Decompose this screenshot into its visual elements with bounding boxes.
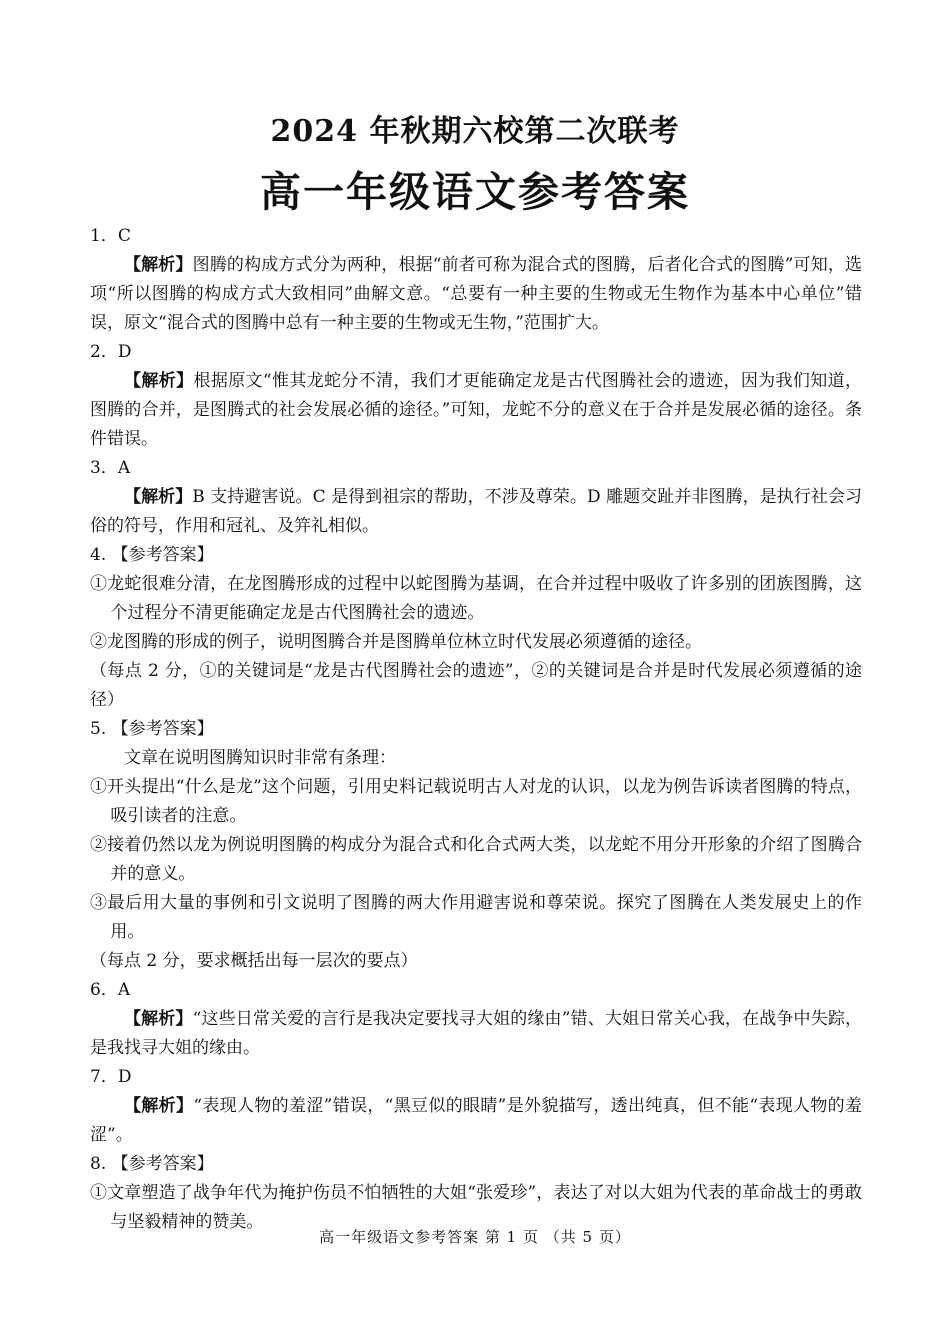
answer-content [90, 222, 862, 1237]
question-8-point-1: ①文章塑造了战争年代为掩护伤员不怕牺牲的大姐“张爱珍”，表达了对以大姐为代表的革命战士的勇敢与坚毅精神的赞美。 [90, 1183, 862, 1232]
analysis-text: 根据原文“惟其龙蛇分不清，我们才更能确定龙是古代图腾社会的遗迹，因为我们知道，图腾的合并，是图腾式的社会发展必循的途径。”可知，龙蛇不分的意义在于合并是发展必循的途径。条件错误。 [90, 371, 862, 449]
question-4-label: 4. 【参考答案】 [90, 545, 214, 565]
analysis-tag: 【解析】 [124, 1096, 194, 1116]
question-7-answer: 7．D [90, 1067, 132, 1087]
page-footer: 高一年级语文参考答案 第 1 页 （共 5 页） [319, 1228, 631, 1246]
question-7-analysis [90, 1092, 862, 1150]
analysis-tag: 【解析】 [124, 255, 193, 275]
question-5-point-2: ②接着仍然以龙为例说明图腾的构成分为混合式和化合式两大类，以龙蛇不用分开形象的介绍了图腾合并的意义。 [90, 835, 862, 884]
question-6-answer: 6．A [90, 980, 131, 1000]
analysis-tag: 【解析】 [124, 371, 194, 391]
question-8-label: 8. 【参考答案】 [90, 1154, 214, 1174]
analysis-text: B 支持避害说。C 是得到祖宗的帮助，不涉及尊荣。D 雕题交趾并非图腾，是执行社会习俗的符号，作用和冠礼、及笄礼相似。 [90, 487, 863, 536]
question-4-point-2: ②龙图腾的形成的例子，说明图腾合并是图腾单位林立时代发展必须遵循的途径。 [90, 632, 702, 652]
question-4-point-1: ①龙蛇很难分清，在龙图腾形成的过程中以蛇图腾为基调，在合并过程中吸收了许多别的团族图腾，这个过程分不清更能确定龙是古代图腾社会的遗迹。 [90, 574, 862, 623]
question-5-point-1: ①开头提出“什么是龙”这个问题，引用史料记载说明古人对龙的认识，以龙为例告诉读者图腾的特点，吸引读者的注意。 [90, 777, 862, 826]
exam-title: 2024 年秋期六校第二次联考 [270, 114, 680, 149]
question-1-answer: 1．C [90, 226, 131, 246]
analysis-text: 图腾的构成方式分为两种，根据“前者可称为混合式的图腾，后者化合式的图腾”可知，选项“所以图腾的构成方式大致相同”曲解文意。“总要有一种主要的生物或无生物作为基本中心单位”错误，原文“混合式的图腾中总有一种主要的生物或无生物，”范围扩大。 [90, 255, 862, 333]
question-3-analysis [90, 483, 862, 541]
question-1-analysis [90, 251, 862, 338]
document-title: 高一年级语文参考答案 [260, 168, 690, 216]
question-6-analysis [90, 1005, 862, 1063]
question-5-scoring-note: （每点 2 分，要求概括出每一层次的要点） [90, 951, 418, 971]
analysis-text: “表现人物的羞涩”错误，“黑豆似的眼睛”是外貌描写，透出纯真，但不能“表现人物的羞涩”。 [90, 1096, 863, 1145]
analysis-tag: 【解析】 [124, 1009, 193, 1029]
question-2-analysis [90, 367, 862, 454]
question-5-label: 5. 【参考答案】 [90, 719, 214, 739]
question-5-point-3: ③最后用大量的事例和引文说明了图腾的两大作用避害说和尊荣说。探究了图腾在人类发展史上的作用。 [90, 893, 862, 942]
analysis-tag: 【解析】 [124, 487, 193, 507]
question-2-answer: 2．D [90, 342, 132, 362]
question-3-answer: 3．A [90, 458, 131, 478]
analysis-text: “这些日常关爱的言行是我决定要找寻大姐的缘由”错、大姐日常关心我，在战争中失踪，是我找寻大姐的缘由。 [90, 1009, 862, 1058]
question-5-intro: 文章在说明图腾知识时非常有条理： [124, 748, 396, 768]
question-4-scoring-note: （每点 2 分，①的关键词是“龙是古代图腾社会的遗迹”，②的关键词是合并是时代发展必须遵循的途径） [90, 661, 862, 710]
